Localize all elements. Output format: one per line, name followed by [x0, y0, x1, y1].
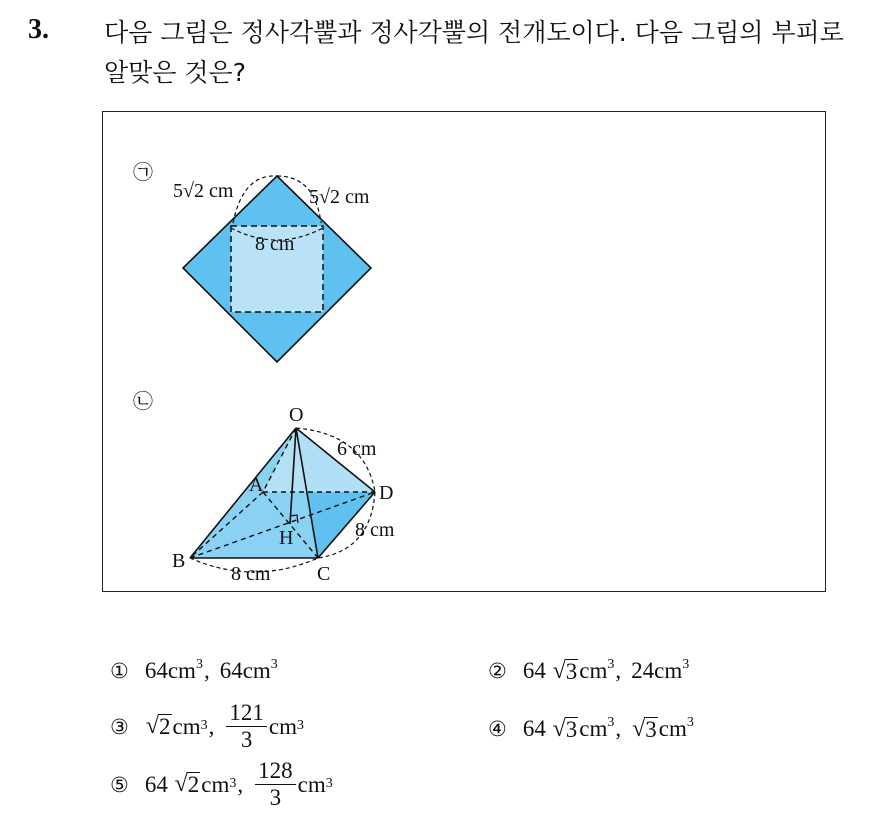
label-b: B: [172, 550, 186, 572]
choice-1[interactable]: [110, 658, 278, 684]
net-label-right: 5√2 cm: [309, 186, 370, 208]
choice-2-text: 64 √ 3 $cm^3$, $24cm^3$: [522, 657, 690, 684]
label-a: A: [249, 474, 264, 496]
stem-line-1: 다음 그림은 정사각뿔과 정사각뿔의 전개도이다. 다음 그림의 부피로: [104, 18, 844, 47]
net-marker: ㉠: [133, 160, 153, 184]
question-number: 3.: [28, 14, 49, 45]
choice-1-text: $64cm^3$, $64cm^3$: [144, 657, 278, 683]
choice-3-text: √ 2 cm $^3$ , $\frac{121}{3}$ cm $^3$: [145, 700, 304, 752]
label-lateral-edge: 6 cm: [337, 438, 377, 460]
choice-4-marker: ④: [488, 717, 507, 741]
choice-3-marker: ③: [110, 714, 129, 739]
label-o: O: [289, 404, 304, 426]
figure-drawing: [103, 112, 827, 593]
pyramid-net: [173, 176, 371, 362]
choice-5-marker: ⑤: [110, 772, 129, 797]
net-label-base: 8 cm: [255, 233, 295, 255]
pyramid-marker: ㉡: [133, 389, 153, 413]
choice-5[interactable]: [110, 758, 333, 811]
choice-2-marker: ②: [488, 659, 507, 683]
question-stem: [104, 13, 864, 93]
label-side-cd: 8 cm: [355, 519, 395, 541]
label-d: D: [379, 482, 394, 504]
choice-4[interactable]: [488, 716, 694, 742]
square-pyramid: [172, 404, 395, 585]
choice-2[interactable]: [488, 658, 689, 684]
choice-4-text: 64 √ 3 $cm^3$, √ 3 $cm^3$: [522, 715, 694, 742]
label-h: H: [279, 527, 294, 549]
label-side-bc: 8 cm: [231, 563, 271, 585]
choice-5-text: 64 √ 2 cm $^3$ , $\frac{128}{3}$ cm $^3$: [144, 758, 333, 810]
choice-1-marker: ①: [110, 659, 129, 683]
choice-3[interactable]: [110, 700, 304, 753]
figure-box: [102, 111, 826, 592]
stem-line-2: 알맞은 것은?: [104, 58, 246, 87]
label-c: C: [317, 563, 331, 585]
net-label-left: 5√2 cm: [173, 180, 234, 202]
